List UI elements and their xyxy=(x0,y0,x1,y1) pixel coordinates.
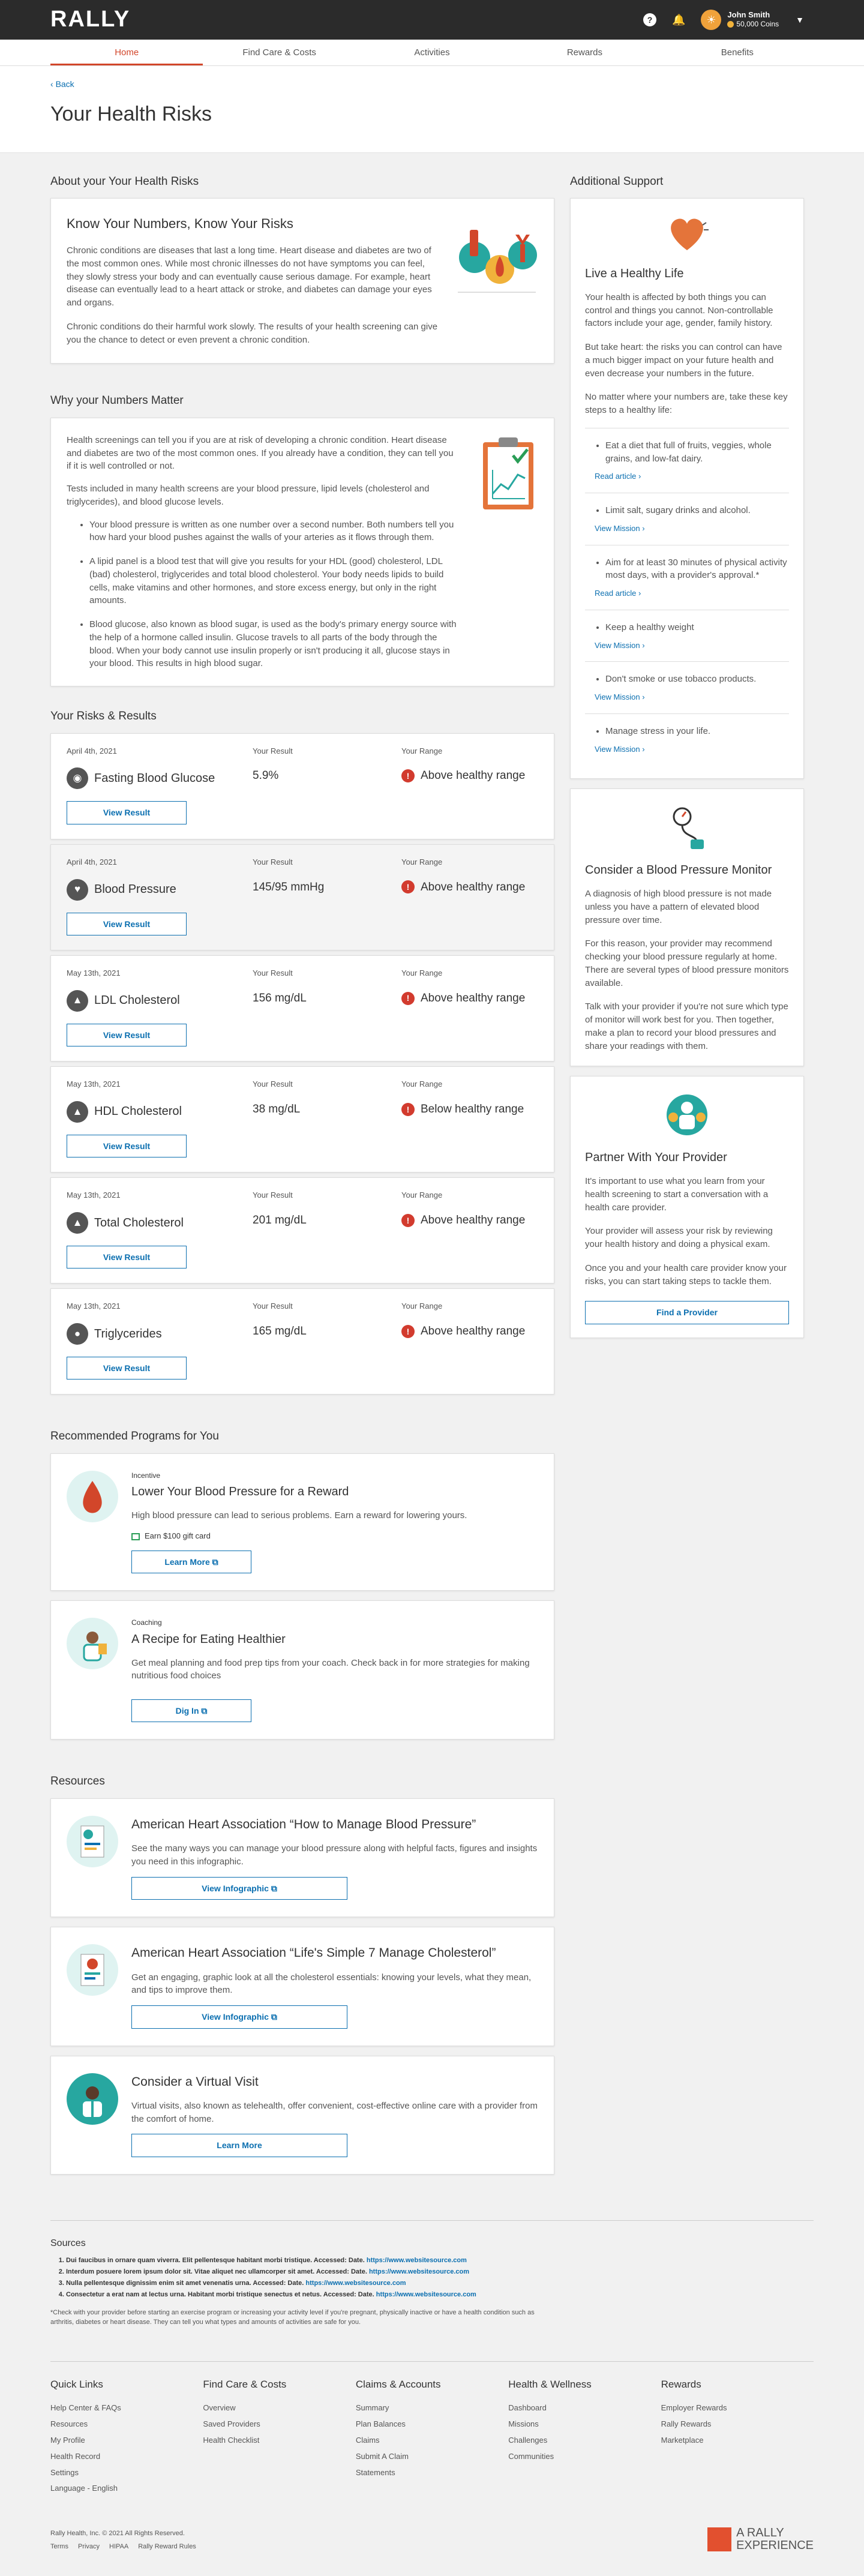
button-label: View Infographic xyxy=(202,1883,269,1893)
hipaa-link[interactable]: HIPAA xyxy=(109,2543,129,2551)
nav-tab-rewards[interactable]: Rewards xyxy=(566,47,603,58)
nav-tab-benefits[interactable]: Benefits xyxy=(721,47,754,58)
source-link[interactable]: https://www.websitesource.com xyxy=(376,2290,476,2298)
footer-link[interactable]: Communities xyxy=(508,2451,554,2461)
view-mission-link[interactable]: View Mission › xyxy=(595,523,645,533)
infographic-icon xyxy=(67,1944,118,1996)
resource-card-virtual-visit xyxy=(50,2056,554,2175)
list-item xyxy=(585,428,789,493)
gift-card-icon xyxy=(131,1533,140,1540)
page-title: Your Health Risks xyxy=(50,103,212,126)
footer-col-title: Quick Links xyxy=(50,2378,103,2390)
chevron-left-icon: ‹ xyxy=(50,79,56,89)
footer-link[interactable]: My Profile xyxy=(50,2435,85,2445)
bell-icon[interactable]: 🔔 xyxy=(672,13,686,26)
source-link[interactable]: https://www.websitesource.com xyxy=(366,2256,467,2264)
bp-monitor-paragraph: Talk with your provider if you're not sure which type of monitor will work best for you. Then together, make a plan to record your blood pressures and share your readings with them. xyxy=(585,1001,788,1051)
footer-link[interactable]: Overview xyxy=(203,2403,236,2413)
blood-drop-icon xyxy=(67,1471,118,1522)
list-item xyxy=(585,714,789,766)
about-title: Know Your Numbers, Know Your Risks xyxy=(67,216,293,232)
rally-mark-icon xyxy=(707,2527,731,2551)
footer-link[interactable]: Dashboard xyxy=(508,2403,547,2413)
back-label: Back xyxy=(55,79,74,89)
program-description: High blood pressure can lead to serious problems. Earn a reward for lowering yours. xyxy=(131,1510,467,1521)
your-result-label: Your Result xyxy=(253,857,293,866)
about-heading: About your Your Health Risks xyxy=(50,175,199,188)
list-item: • Blood glucose, also known as blood sugar, is used as the body's primary energy source with the help of a hormone called insulin. Glucose travels to all parts of the body through the blood. When your body cannot use insulin properly or isn't producing it all, glucose stays in your blood. This results in high blood sugar. xyxy=(89,618,460,670)
main-column xyxy=(50,173,554,2184)
why-heading: Why your Numbers Matter xyxy=(50,394,184,407)
step-text: • Manage stress in your life. xyxy=(605,725,789,738)
read-article-link[interactable]: Read article › xyxy=(595,472,641,481)
cholesterol-drop-icon: ▲ xyxy=(67,1212,88,1234)
view-infographic-button[interactable] xyxy=(131,1877,347,1900)
view-result-button[interactable]: View Result xyxy=(67,1135,187,1157)
footer-link[interactable]: Rally Rewards xyxy=(661,2419,712,2429)
result-row-total-cholesterol xyxy=(50,1177,554,1283)
healthy-life-card xyxy=(570,198,804,779)
user-menu[interactable] xyxy=(701,10,804,30)
user-name: John Smith xyxy=(727,10,770,19)
sources-list xyxy=(50,2256,814,2300)
why-paragraph: Tests included in many health screens are your blood pressure, lipid levels (cholesterol and triglycerides), and blood glucose levels. xyxy=(67,484,430,507)
result-range: Above healthy range xyxy=(421,880,526,893)
additional-support-heading: Additional Support xyxy=(570,175,664,188)
provider-icon xyxy=(585,1091,789,1143)
doctor-icon xyxy=(67,2073,118,2125)
footer-col-title: Find Care & Costs xyxy=(203,2378,287,2390)
footer-link[interactable]: Missions xyxy=(508,2419,539,2429)
button-label: Dig In xyxy=(175,1706,199,1716)
result-value: 5.9% xyxy=(253,769,279,782)
why-list xyxy=(67,518,460,671)
page-header xyxy=(0,66,864,153)
footer-link[interactable]: Settings xyxy=(50,2467,79,2477)
clipboard-icon xyxy=(460,434,538,670)
footer-col-title: Health & Wellness xyxy=(508,2378,592,2390)
resource-card-cholesterol xyxy=(50,1927,554,2046)
learn-more-button[interactable] xyxy=(131,1551,251,1573)
alert-icon: ! xyxy=(401,1214,415,1227)
resource-description: Virtual visits, also known as telehealth, offer convenient, cost-effective online care with a provider from the comfort of home. xyxy=(131,2100,538,2124)
main-nav xyxy=(0,40,864,66)
footer-link[interactable]: Language - English xyxy=(50,2484,118,2493)
list-item xyxy=(66,2256,814,2266)
bp-monitor-paragraph: A diagnosis of high blood pressure is not made unless you have a pattern of elevated blood pressure over time. xyxy=(585,889,772,925)
results-heading: Your Risks & Results xyxy=(50,710,157,723)
terms-link[interactable]: Terms xyxy=(50,2543,68,2551)
external-link-icon: ⧉ xyxy=(271,1883,277,1893)
alert-icon: ! xyxy=(401,1325,415,1338)
program-tag: Incentive xyxy=(131,1471,161,1480)
program-card-eating xyxy=(50,1600,554,1740)
footer-link[interactable]: Marketplace xyxy=(661,2435,704,2445)
program-card-blood-pressure xyxy=(50,1453,554,1591)
bp-monitor-card xyxy=(570,788,804,1066)
your-range-label: Your Range xyxy=(401,1190,443,1200)
alert-icon: ! xyxy=(401,769,415,782)
result-value: 201 mg/dL xyxy=(253,1214,307,1227)
view-result-button[interactable]: View Result xyxy=(67,1024,187,1046)
footer-link[interactable]: Health Checklist xyxy=(203,2435,260,2445)
about-paragraph: Chronic conditions do their harmful work slowly. The results of your health screening can give you the chance to detect or even prevent a chronic condition. xyxy=(67,321,438,345)
step-text: • Eat a diet that full of fruits, veggies, whole grains, and low-fat dairy. xyxy=(605,439,789,466)
drops-icon: ● xyxy=(67,1323,88,1345)
view-result-button[interactable]: View Result xyxy=(67,1246,187,1268)
result-name: Total Cholesterol xyxy=(94,1216,184,1229)
glucose-meter-icon: ◉ xyxy=(67,767,88,789)
list-item xyxy=(66,2279,814,2289)
result-value: 165 mg/dL xyxy=(253,1325,307,1338)
source-link[interactable]: https://www.websitesource.com xyxy=(305,2279,406,2287)
footer-col-claims xyxy=(356,2377,508,2500)
privacy-link[interactable]: Privacy xyxy=(77,2543,100,2551)
footer-link[interactable]: Saved Providers xyxy=(203,2419,260,2429)
step-text: • Aim for at least 30 minutes of physical activity most days, with a provider's approval.* xyxy=(605,556,789,583)
view-mission-link[interactable]: View Mission › xyxy=(595,744,645,754)
infographic-icon xyxy=(67,1816,118,1867)
list-item: • A lipid panel is a blood test that will give you results for your HDL (good) cholesterol, LDL (bad) cholesterol, triglycerides and total blood cholesterol. Your body needs lipids to build cells, make vitamins and other hormones, and store excess energy, but only in the right amounts. xyxy=(89,555,460,607)
footer-link[interactable]: Help Center & FAQs xyxy=(50,2403,121,2413)
result-range: Above healthy range xyxy=(421,1325,526,1338)
program-reward: Earn $100 gift card xyxy=(145,1531,211,1541)
step-text: • Keep a healthy weight xyxy=(605,621,789,634)
programs-heading: Recommended Programs for You xyxy=(50,1430,219,1443)
your-range-label: Your Range xyxy=(401,1079,443,1089)
resource-description: See the many ways you can manage your blood pressure along with helpful facts, figures and insights you need in this infographic. xyxy=(131,1843,538,1867)
footer-link[interactable]: Employer Rewards xyxy=(661,2403,727,2413)
program-title: A Recipe for Eating Healthier xyxy=(131,1632,286,1646)
source-text: Nulla pellentesque dignissim enim sit amet venenatis urna. Accessed: Date. xyxy=(66,2279,304,2287)
provider-card xyxy=(570,1076,804,1338)
view-mission-link[interactable]: View Mission › xyxy=(595,640,645,650)
result-name: Fasting Blood Glucose xyxy=(94,771,215,785)
source-text: Consectetur a erat nam at lectus urna. Habitant morbi tristique senectus et netus. Accessed: Date. xyxy=(66,2290,374,2298)
list-item: • Your blood pressure is written as one number over a second number. Both numbers tell you how hard your blood pushes against the walls of your arteries as it flows through them. xyxy=(89,518,460,545)
button-label: View Infographic xyxy=(202,2012,269,2022)
your-result-label: Your Result xyxy=(253,746,293,755)
content xyxy=(0,153,864,2184)
top-bar-actions xyxy=(643,0,804,40)
external-link-icon: ⧉ xyxy=(212,1557,218,1567)
result-name: LDL Cholesterol xyxy=(94,994,180,1007)
bp-monitor-title: Consider a Blood Pressure Monitor xyxy=(585,863,772,877)
your-result-label: Your Result xyxy=(253,1079,293,1089)
source-text: Dui faucibus in ornare quam viverra. Elit pellentesque habitant morbi tristique. Accessed: Date. xyxy=(66,2256,365,2264)
dig-in-button[interactable] xyxy=(131,1699,251,1722)
healthy-life-title: Live a Healthy Life xyxy=(585,266,684,280)
cholesterol-drop-icon: ▲ xyxy=(67,990,88,1012)
healthy-life-paragraph: Your health is affected by both things you can control and things you cannot. Non-controllable factors include your age, gender, family history. xyxy=(585,292,773,329)
back-link[interactable] xyxy=(50,78,74,90)
blood-pressure-monitor-icon xyxy=(585,803,789,856)
result-date: April 4th, 2021 xyxy=(67,746,117,755)
result-name: Blood Pressure xyxy=(94,883,176,896)
your-result-label: Your Result xyxy=(253,1302,293,1311)
your-range-label: Your Range xyxy=(401,746,443,755)
brand-line: EXPERIENCE xyxy=(736,2539,814,2553)
read-article-link[interactable]: Read article › xyxy=(595,589,641,598)
list-item xyxy=(585,493,789,545)
disclaimer: *Check with your provider before starting an exercise program or increasing your activity level if you're pregnant, physically inactive or have a health condition such as arthritis, diabetes or heart disease. They can tell you what types and amounts of activities are safe for you. xyxy=(50,2308,535,2326)
health-tools-illustration xyxy=(442,214,538,346)
footer-link[interactable]: Statements xyxy=(355,2467,395,2477)
nav-tab-find-care[interactable]: Find Care & Costs xyxy=(242,47,316,58)
healthy-life-paragraph: But take heart: the risks you can control can have a much bigger impact on your future health and even decrease your numbers in the future. xyxy=(585,342,782,379)
result-row-ldl xyxy=(50,955,554,1061)
step-text: • Don't smoke or use tobacco products. xyxy=(605,673,789,686)
your-range-label: Your Range xyxy=(401,968,443,977)
footer-col-title: Rewards xyxy=(661,2378,701,2390)
result-name: Triglycerides xyxy=(94,1327,162,1341)
footer-link[interactable]: Claims xyxy=(355,2435,380,2445)
footer-link[interactable]: Health Record xyxy=(50,2451,101,2461)
result-date: April 4th, 2021 xyxy=(67,857,117,866)
view-result-button[interactable]: View Result xyxy=(67,1357,187,1380)
alert-icon: ! xyxy=(401,992,415,1005)
your-result-label: Your Result xyxy=(253,1190,293,1200)
list-item xyxy=(585,662,789,714)
sources-section xyxy=(50,2220,814,2328)
coin-icon xyxy=(727,21,734,28)
list-item xyxy=(66,2290,814,2300)
coin-balance xyxy=(727,19,779,29)
why-paragraph: Health screenings can tell you if you are at risk of developing a chronic condition. Heart disease and diabetes are two of the most common ones. If you already have a condition, they can tell you if it is well controlled or not. xyxy=(67,434,454,472)
your-range-label: Your Range xyxy=(401,1302,443,1311)
find-provider-button[interactable]: Find a Provider xyxy=(585,1301,789,1324)
help-icon[interactable]: ? xyxy=(643,13,656,26)
result-date: May 13th, 2021 xyxy=(67,1190,121,1200)
result-row-fasting-glucose xyxy=(50,733,554,839)
result-date: May 13th, 2021 xyxy=(67,1302,121,1311)
result-name: HDL Cholesterol xyxy=(94,1105,182,1118)
rally-experience-logo xyxy=(707,2527,814,2552)
external-link-icon: ⧉ xyxy=(201,1706,208,1716)
coin-count: 50,000 Coins xyxy=(736,20,779,29)
nav-tab-home[interactable]: Home xyxy=(50,40,203,65)
reward-rules-link[interactable]: Rally Reward Rules xyxy=(138,2543,196,2551)
footer-link[interactable]: Challenges xyxy=(508,2435,548,2445)
heart-pulse-icon: ♥ xyxy=(67,879,88,901)
result-range: Below healthy range xyxy=(421,1102,524,1115)
result-range: Above healthy range xyxy=(421,1214,526,1227)
program-tag: Coaching xyxy=(131,1618,162,1627)
heart-icon xyxy=(585,213,789,259)
footer-link[interactable]: Resources xyxy=(50,2419,88,2429)
footer-link[interactable]: Summary xyxy=(355,2403,389,2413)
resource-description: Get an engaging, graphic look at all the cholesterol essentials: knowing your levels, what they mean, and tips to improve them. xyxy=(131,1972,532,1996)
list-item xyxy=(585,610,789,662)
learn-more-button[interactable]: Learn More xyxy=(131,2134,347,2157)
footer-col-health xyxy=(508,2377,661,2500)
source-text: Interdum posuere lorem ipsum dolor sit. Vitae aliquet nec ullamcorper sit amet. Accessed: Date. xyxy=(66,2268,367,2275)
list-item xyxy=(66,2268,814,2277)
why-card xyxy=(50,418,554,686)
your-range-label: Your Range xyxy=(401,857,443,866)
resource-title: American Heart Association “How to Manage Blood Pressure” xyxy=(131,1818,476,1832)
resource-title: Consider a Virtual Visit xyxy=(131,2074,259,2089)
alert-icon: ! xyxy=(401,1103,415,1116)
result-date: May 13th, 2021 xyxy=(67,968,121,977)
brand-line: A RALLY xyxy=(736,2526,784,2540)
result-row-blood-pressure xyxy=(50,844,554,950)
footer-col-title: Claims & Accounts xyxy=(355,2378,441,2390)
provider-paragraph: Your provider will assess your risk by reviewing your health history and doing a physical exam. xyxy=(585,1226,773,1250)
resource-card-blood-pressure xyxy=(50,1798,554,1917)
your-result-label: Your Result xyxy=(253,968,293,977)
footer-link[interactable]: Plan Balances xyxy=(355,2419,406,2429)
top-bar xyxy=(0,0,864,40)
result-range: Above healthy range xyxy=(421,769,526,782)
result-row-triglycerides xyxy=(50,1288,554,1395)
result-row-hdl xyxy=(50,1066,554,1172)
button-label: Learn More xyxy=(164,1557,210,1567)
resources-heading: Resources xyxy=(50,1775,105,1788)
program-description: Get meal planning and food prep tips from your coach. Check back in for more strategies for making nutritious food choices xyxy=(131,1657,530,1681)
footer-link[interactable]: Submit A Claim xyxy=(355,2451,409,2461)
chevron-down-icon[interactable]: ▼ xyxy=(796,14,804,25)
result-range: Above healthy range xyxy=(421,991,526,1004)
list-item xyxy=(585,545,789,610)
view-result-button[interactable]: View Result xyxy=(67,913,187,935)
healthy-life-paragraph: No matter where your numbers are, take these key steps to a healthy life: xyxy=(585,392,788,416)
provider-paragraph: It's important to use what you learn from your health screening to start a conversation with a health care provider. xyxy=(585,1176,769,1213)
coach-icon xyxy=(67,1618,118,1669)
result-value: 38 mg/dL xyxy=(253,1102,301,1115)
view-infographic-button[interactable] xyxy=(131,2005,347,2028)
cholesterol-drop-icon: ▲ xyxy=(67,1101,88,1123)
view-result-button[interactable]: View Result xyxy=(67,801,187,824)
healthy-steps-list xyxy=(585,428,789,766)
copyright: Rally Health, Inc. © 2021 All Rights Reserved. xyxy=(50,2530,185,2538)
source-link[interactable]: https://www.websitesource.com xyxy=(368,2268,470,2275)
rally-logo[interactable]: RALLY xyxy=(50,7,131,32)
nav-tab-activities[interactable]: Activities xyxy=(414,47,450,58)
resource-title: American Heart Association “Life's Simple 7 Manage Cholesterol” xyxy=(131,1946,496,1960)
side-column xyxy=(570,173,804,2184)
bp-monitor-paragraph: For this reason, your provider may recommend checking your blood pressure regularly at home. There are several types of blood pressure monitors available. xyxy=(585,938,789,988)
about-card xyxy=(50,198,554,364)
external-link-icon: ⧉ xyxy=(271,2012,277,2022)
footer-col-quick-links xyxy=(50,2377,203,2500)
result-date: May 13th, 2021 xyxy=(67,1079,121,1089)
program-title: Lower Your Blood Pressure for a Reward xyxy=(131,1485,349,1499)
legal xyxy=(50,2526,814,2552)
about-paragraph: Chronic conditions are diseases that last a long time. Heart disease and diabetes are two of the most common ones. While most chronic illnesses do not have symptoms you can feel, they slowly stress your body and can eventually cause serious damage. For example, heart disease can eventually lead to a heart attack or stroke, and diabetes can damage your eyes and organs. xyxy=(67,245,432,308)
provider-title: Partner With Your Provider xyxy=(585,1151,727,1165)
provider-paragraph: Once you and your health care provider know your risks, you can start taking steps to tackle them. xyxy=(585,1262,787,1286)
footer-col-rewards xyxy=(661,2377,814,2500)
avatar: ☀ xyxy=(701,10,721,30)
result-value: 145/95 mmHg xyxy=(253,880,325,893)
step-text: • Limit salt, sugary drinks and alcohol. xyxy=(605,504,789,517)
view-mission-link[interactable]: View Mission › xyxy=(595,692,645,702)
alert-icon: ! xyxy=(401,880,415,893)
footer xyxy=(50,2361,814,2576)
footer-col-find-care xyxy=(203,2377,355,2500)
result-value: 156 mg/dL xyxy=(253,991,307,1004)
sources-heading: Sources xyxy=(50,2238,86,2248)
